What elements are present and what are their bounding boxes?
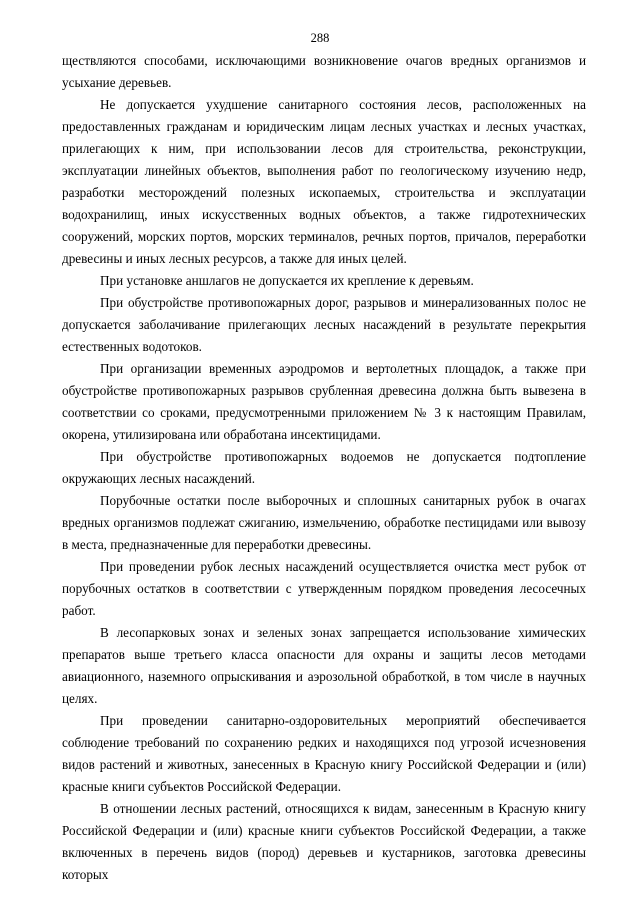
paragraph: При организации временных аэродромов и вертолетных площадок, а также при обустройстве противопожарных разрывов срубленная древесина должна быть вывезена в соответствии со сроками, предусмотренными приложением № 3 к настоящим Правилам, окорена, утилизирована или обработана инсектицидами. — [62, 361, 586, 442]
paragraph: При обустройстве противопожарных водоемов не допускается подтопление окружающих лесных насаждений. — [62, 449, 586, 486]
paragraph: При проведении рубок лесных насаждений осуществляется очистка мест рубок от порубочных остатков в соответствии с утвержденным порядком проведения лесосечных работ. — [62, 559, 586, 618]
paragraph: В отношении лесных растений, относящихся к видам, занесенным в Красную книгу Российской Федерации и (или) красные книги субъектов Российской Федерации, а также включенных в перечень видов (пород) деревьев и кустарников, заготовка древесины которых — [62, 801, 586, 882]
paragraph: При установке аншлагов не допускается их крепление к деревьям. — [100, 273, 474, 288]
paragraph: Порубочные остатки после выборочных и сплошных санитарных рубок в очагах вредных организмов подлежат сжиганию, измельчению, обработке пестицидами или вывозу в места, предназначенные для переработки древесины. — [62, 493, 586, 552]
body-text — [62, 50, 586, 886]
paragraph: При проведении санитарно-оздоровительных мероприятий обеспечивается соблюдение требований по сохранению редких и находящихся под угрозой исчезновения видов растений и животных, занесенных в Красную книгу Российской Федерации и (или) красные книги субъектов Российской Федерации. — [62, 713, 586, 794]
paragraph: Не допускается ухудшение санитарного состояния лесов, расположенных на предоставленных гражданам и юридическим лицам лесных участках и лесных участках, прилегающих к ним, при использовании лесов для строительства, реконструкции, эксплуатации линейных объектов, выполнения работ по геологическому изучению недр, разработки месторождений полезных ископаемых, строительства и эксплуатации водохранилищ, иных искусственных водных объектов, а также гидротехнических сооружений, морских портов, морских терминалов, речных портов, причалов, переработки древесины и иных лесных ресурсов, а также для иных целей. — [62, 97, 586, 266]
paragraph: ществляются способами, исключающими возникновение очагов вредных организмов и усыхание деревьев. — [62, 53, 586, 90]
paragraph: При обустройстве противопожарных дорог, разрывов и минерализованных полос не допускается заболачивание прилегающих лесных насаждений в результате перекрытия естественных водотоков. — [62, 295, 586, 354]
page-number: 288 — [310, 31, 330, 45]
paragraph: В лесопарковых зонах и зеленых зонах запрещается использование химических препаратов выше третьего класса опасности для охраны и защиты лесов методами авиационного, наземного опрыскивания и аэрозольной обработкой, в том числе в научных целях. — [62, 625, 586, 706]
